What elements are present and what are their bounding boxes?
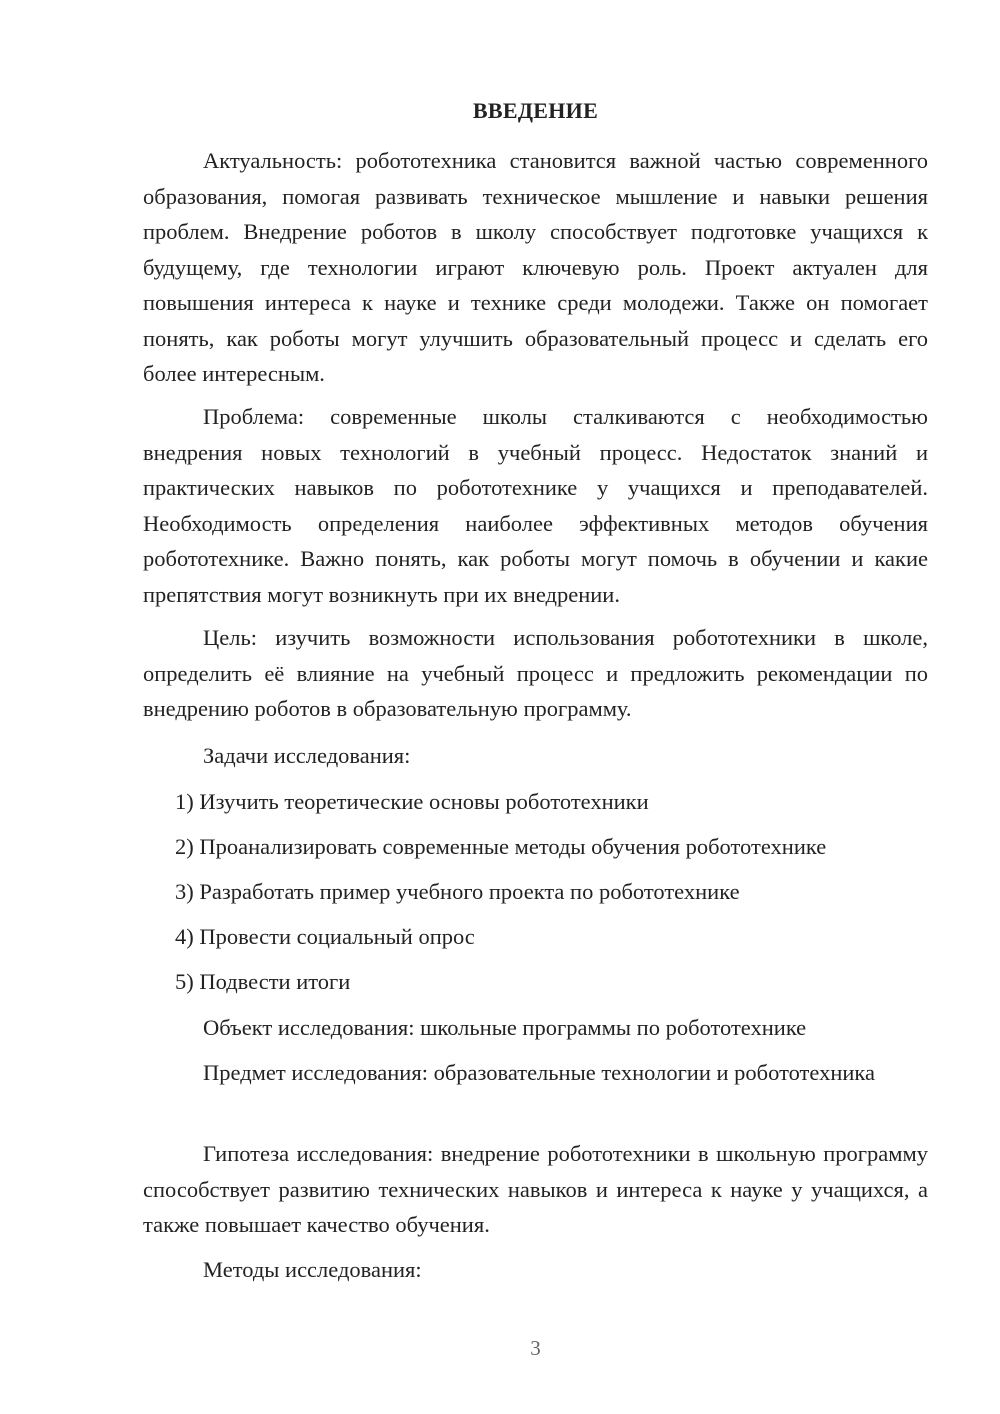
object-paragraph: Объект исследования: школьные программы по робототехнике bbox=[203, 1015, 807, 1040]
relevance-paragraph: Актуальность: робототехника становится важной частью современного образования, помогая развивать техническое мышление и навыки решения проблем. Внедрение роботов в школу способствует подготовке учащихся к будущему, где технологии играют ключевую роль. Проект актуален для повышения интереса к науке и технике среди молодежи. Также он помогает понять, как роботы могут улучшить образовательный процесс и сделать его более интересным. bbox=[143, 148, 928, 386]
task-item-5: 5) Подвести итоги bbox=[175, 969, 351, 994]
page-number: 3 bbox=[530, 1336, 541, 1360]
task-item-3: 3) Разработать пример учебного проекта по робототехнике bbox=[175, 879, 740, 904]
methods-heading: Методы исследования: bbox=[203, 1257, 422, 1282]
document-page bbox=[143, 0, 928, 1414]
task-item-1: 1) Изучить теоретические основы робототехники bbox=[175, 789, 649, 814]
task-item-2: 2) Проанализировать современные методы обучения робототехнике bbox=[175, 834, 827, 859]
subject-paragraph: Предмет исследования: образовательные технологии и робототехника bbox=[203, 1060, 875, 1085]
problem-paragraph: Проблема: современные школы сталкиваются с необходимостью внедрения новых технологий в учебный процесс. Недостаток знаний и практических навыков по робототехнике у учащихся и преподавателей. Необходимость определения наиболее эффективных методов обучения робототехнике. Важно понять, как роботы могут помочь в обучении и какие препятствия могут возникнуть при их внедрении. bbox=[143, 404, 928, 607]
section-title: ВВЕДЕНИЕ bbox=[472, 98, 599, 123]
goal-paragraph: Цель: изучить возможности использования робототехники в школе, определить её влияние на учебный процесс и предложить рекомендации по внедрению роботов в образовательную программу. bbox=[143, 625, 928, 721]
hypothesis-paragraph: Гипотеза исследования: внедрение робототехники в школьную программу способствует развитию технических навыков и интереса к науке у учащихся, а также повышает качество обучения. bbox=[143, 1141, 928, 1237]
tasks-heading: Задачи исследования: bbox=[203, 743, 411, 768]
task-item-4: 4) Провести социальный опрос bbox=[175, 924, 475, 949]
